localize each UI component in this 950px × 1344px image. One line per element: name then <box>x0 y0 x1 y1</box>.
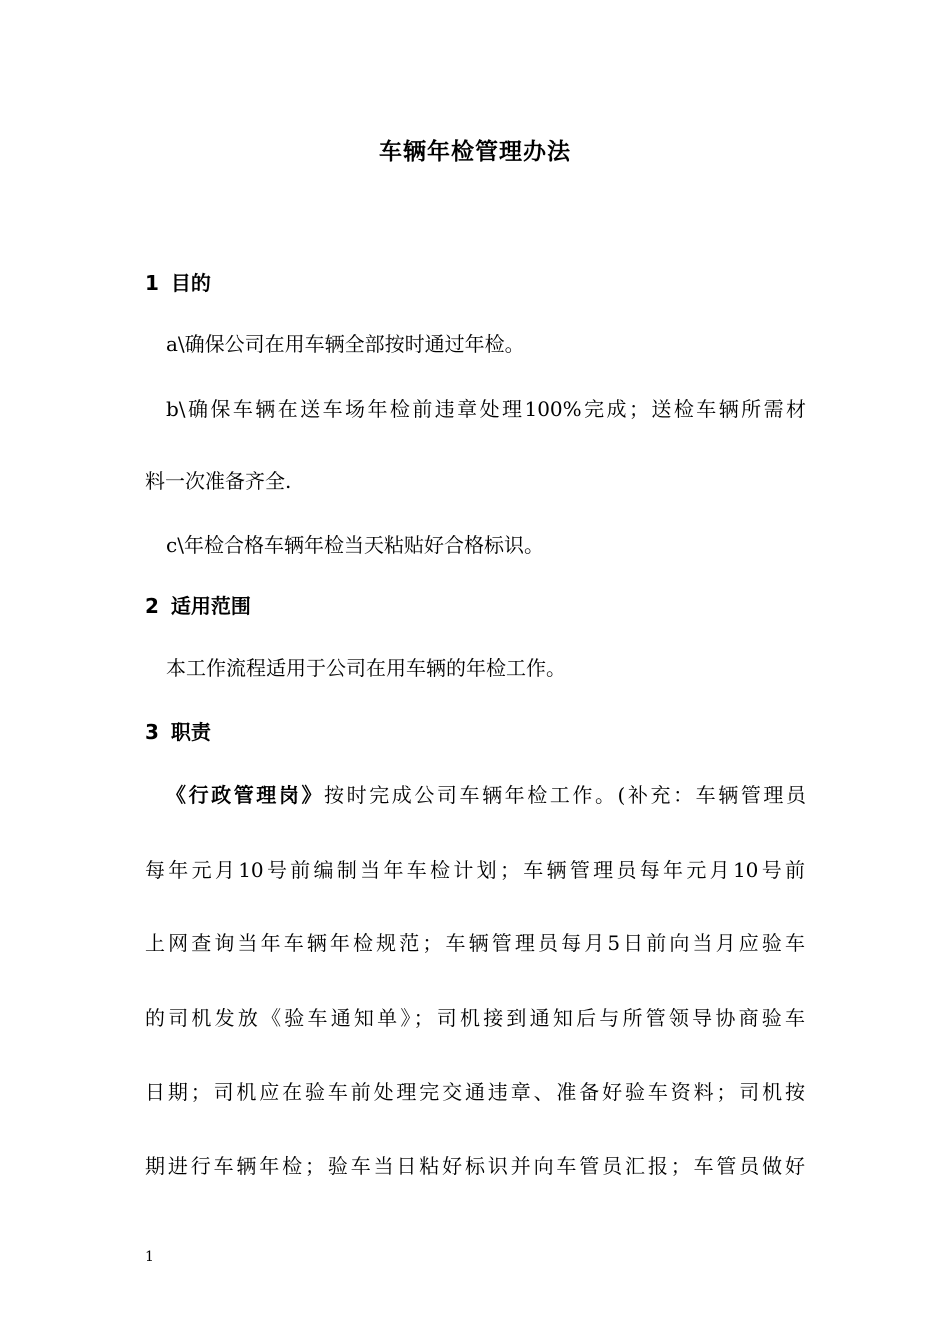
paragraph-line <box>166 780 806 810</box>
paragraph-line: 的司机发放《验车通知单》；司机接到通知后与所管领导协商验车 <box>145 1006 805 1030</box>
paragraph-line: c\年检合格车辆年检当天粘贴好合格标识。 <box>166 533 544 557</box>
section-title: 适用范围 <box>170 594 251 618</box>
section-heading-scope <box>145 591 251 621</box>
section-heading-responsibility <box>145 717 211 747</box>
section-title: 职责 <box>170 720 211 744</box>
paragraph-line: 日期；司机应在验车前处理完交通违章、准备好验车资料；司机按 <box>145 1080 805 1104</box>
paragraph-line: 每年元月10号前编制当年车检计划；车辆管理员每年元月10号前 <box>145 858 805 882</box>
paragraph-line: 本工作流程适用于公司在用车辆的年检工作。 <box>166 656 566 680</box>
paragraph-line: 上网查询当年车辆年检规范；车辆管理员每月5日前向当月应验车 <box>145 931 805 955</box>
paragraph-line: b\确保车辆在送车场年检前违章处理100%完成；送检车辆所需材 <box>166 397 806 421</box>
paragraph-line: 期进行车辆年检；验车当日粘好标识并向车管员汇报；车管员做好 <box>145 1154 805 1178</box>
paragraph-text: 按时完成公司车辆年检工作。(补充：车辆管理员 <box>324 783 806 807</box>
section-title: 目的 <box>170 271 211 295</box>
document-title: 车辆年检管理办法 <box>379 139 571 165</box>
section-number: 3 <box>145 720 159 744</box>
page-number: 1 <box>145 1249 154 1265</box>
section-heading-purpose <box>145 268 211 298</box>
paragraph-line: 料一次准备齐全. <box>145 469 292 493</box>
role-reference: 《行政管理岗》 <box>166 783 325 807</box>
section-number: 1 <box>145 271 159 295</box>
section-number: 2 <box>145 594 159 618</box>
paragraph-line: a\确保公司在用车辆全部按时通过年检。 <box>166 332 525 356</box>
